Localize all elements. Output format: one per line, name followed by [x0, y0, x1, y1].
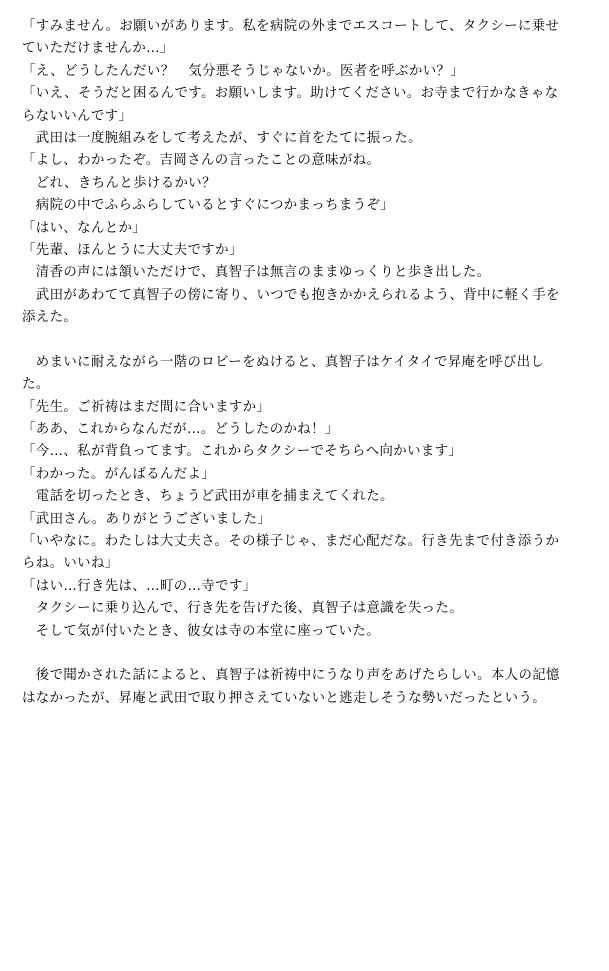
text-line: 「先生。ご祈祷はまだ間に合いますか」 [22, 399, 271, 415]
text-line: らないいんです」 [22, 108, 133, 124]
text-line: 後で聞かされた話によると、真智子は祈祷中にうなり声をあげたらしい。本人の記憶 [22, 668, 560, 684]
text-line: 「よし、わかったぞ。吉岡さんの言ったことの意味がね。 [22, 153, 381, 169]
text-line: 武田は一度腕組みをして考えたが、すぐに首をたてに振った。 [22, 130, 422, 146]
text-line: らね。いいね」 [22, 556, 119, 572]
text-line: 病院の中でふらふらしているとすぐにつかまっちまうぞ」 [22, 198, 395, 214]
text-line: 「ああ、これからなんだが…。どうしたのかね！」 [22, 422, 339, 438]
text-line: 電話を切ったとき、ちょうど武田が車を捕まえてくれた。 [22, 489, 394, 505]
text-line: めまいに耐えながら一階のロビーをぬけると、真智子はケイタイで昇庵を呼び出し [22, 354, 545, 370]
text-line: 「わかった。がんばるんだよ」 [22, 466, 216, 482]
text-line: 武田があわてて真智子の傍に寄り、いつでも抱きかかえられるよう、背中に軽く手を [22, 287, 560, 303]
text-line: はなかったが、昇庵と武田で取り押さえていないと逃走しそうな勢いだったという。 [22, 690, 547, 706]
text-line: 「はい…行き先は、…町の…寺です」 [22, 578, 257, 594]
text-line: 清香の声には頷いただけで、真智子は無言のままゆっくりと歩き出した。 [22, 265, 491, 281]
text-line: どれ、きちんと歩けるかい？ [22, 175, 216, 191]
blank-line [22, 643, 595, 665]
text-line: 「え、どうしたんだい？ 気分悪そうじゃないか。医者を呼ぶかい？」 [22, 63, 465, 79]
text-line: 「いえ、そうだと困るんです。お願いします。助けてください。お寺まで行かなきゃな [22, 86, 559, 102]
text-line: 「すみません。お願いがあります。私を病院の外までエスコートして、タクシーに乗せ [22, 19, 560, 34]
text-line: 「先輩、ほんとうに大丈夫ですか」 [22, 242, 243, 258]
text-line: ていただけませんか…」 [22, 41, 174, 57]
text-line: た。 [22, 377, 50, 393]
text-line: 添えた。 [22, 310, 78, 326]
document-body [22, 16, 595, 710]
text-line: タクシーに乗り込んで、行き先を告げた後、真智子は意識を失った。 [22, 601, 464, 617]
text-line: 「はい、なんとか」 [22, 220, 147, 236]
text-line: 「今…、私が背負ってます。これからタクシーでそちらへ向かいます」 [22, 444, 463, 460]
text-line: 「武田さん。ありがとうございました」 [22, 511, 272, 527]
text-line: 「いやなに。わたしは大丈夫さ。その様子じゃ、まだ心配だな。行き先まで付き添うか [22, 533, 560, 549]
blank-line [22, 329, 595, 351]
text-line: そして気が付いたとき、彼女は寺の本堂に座っていた。 [22, 623, 381, 639]
